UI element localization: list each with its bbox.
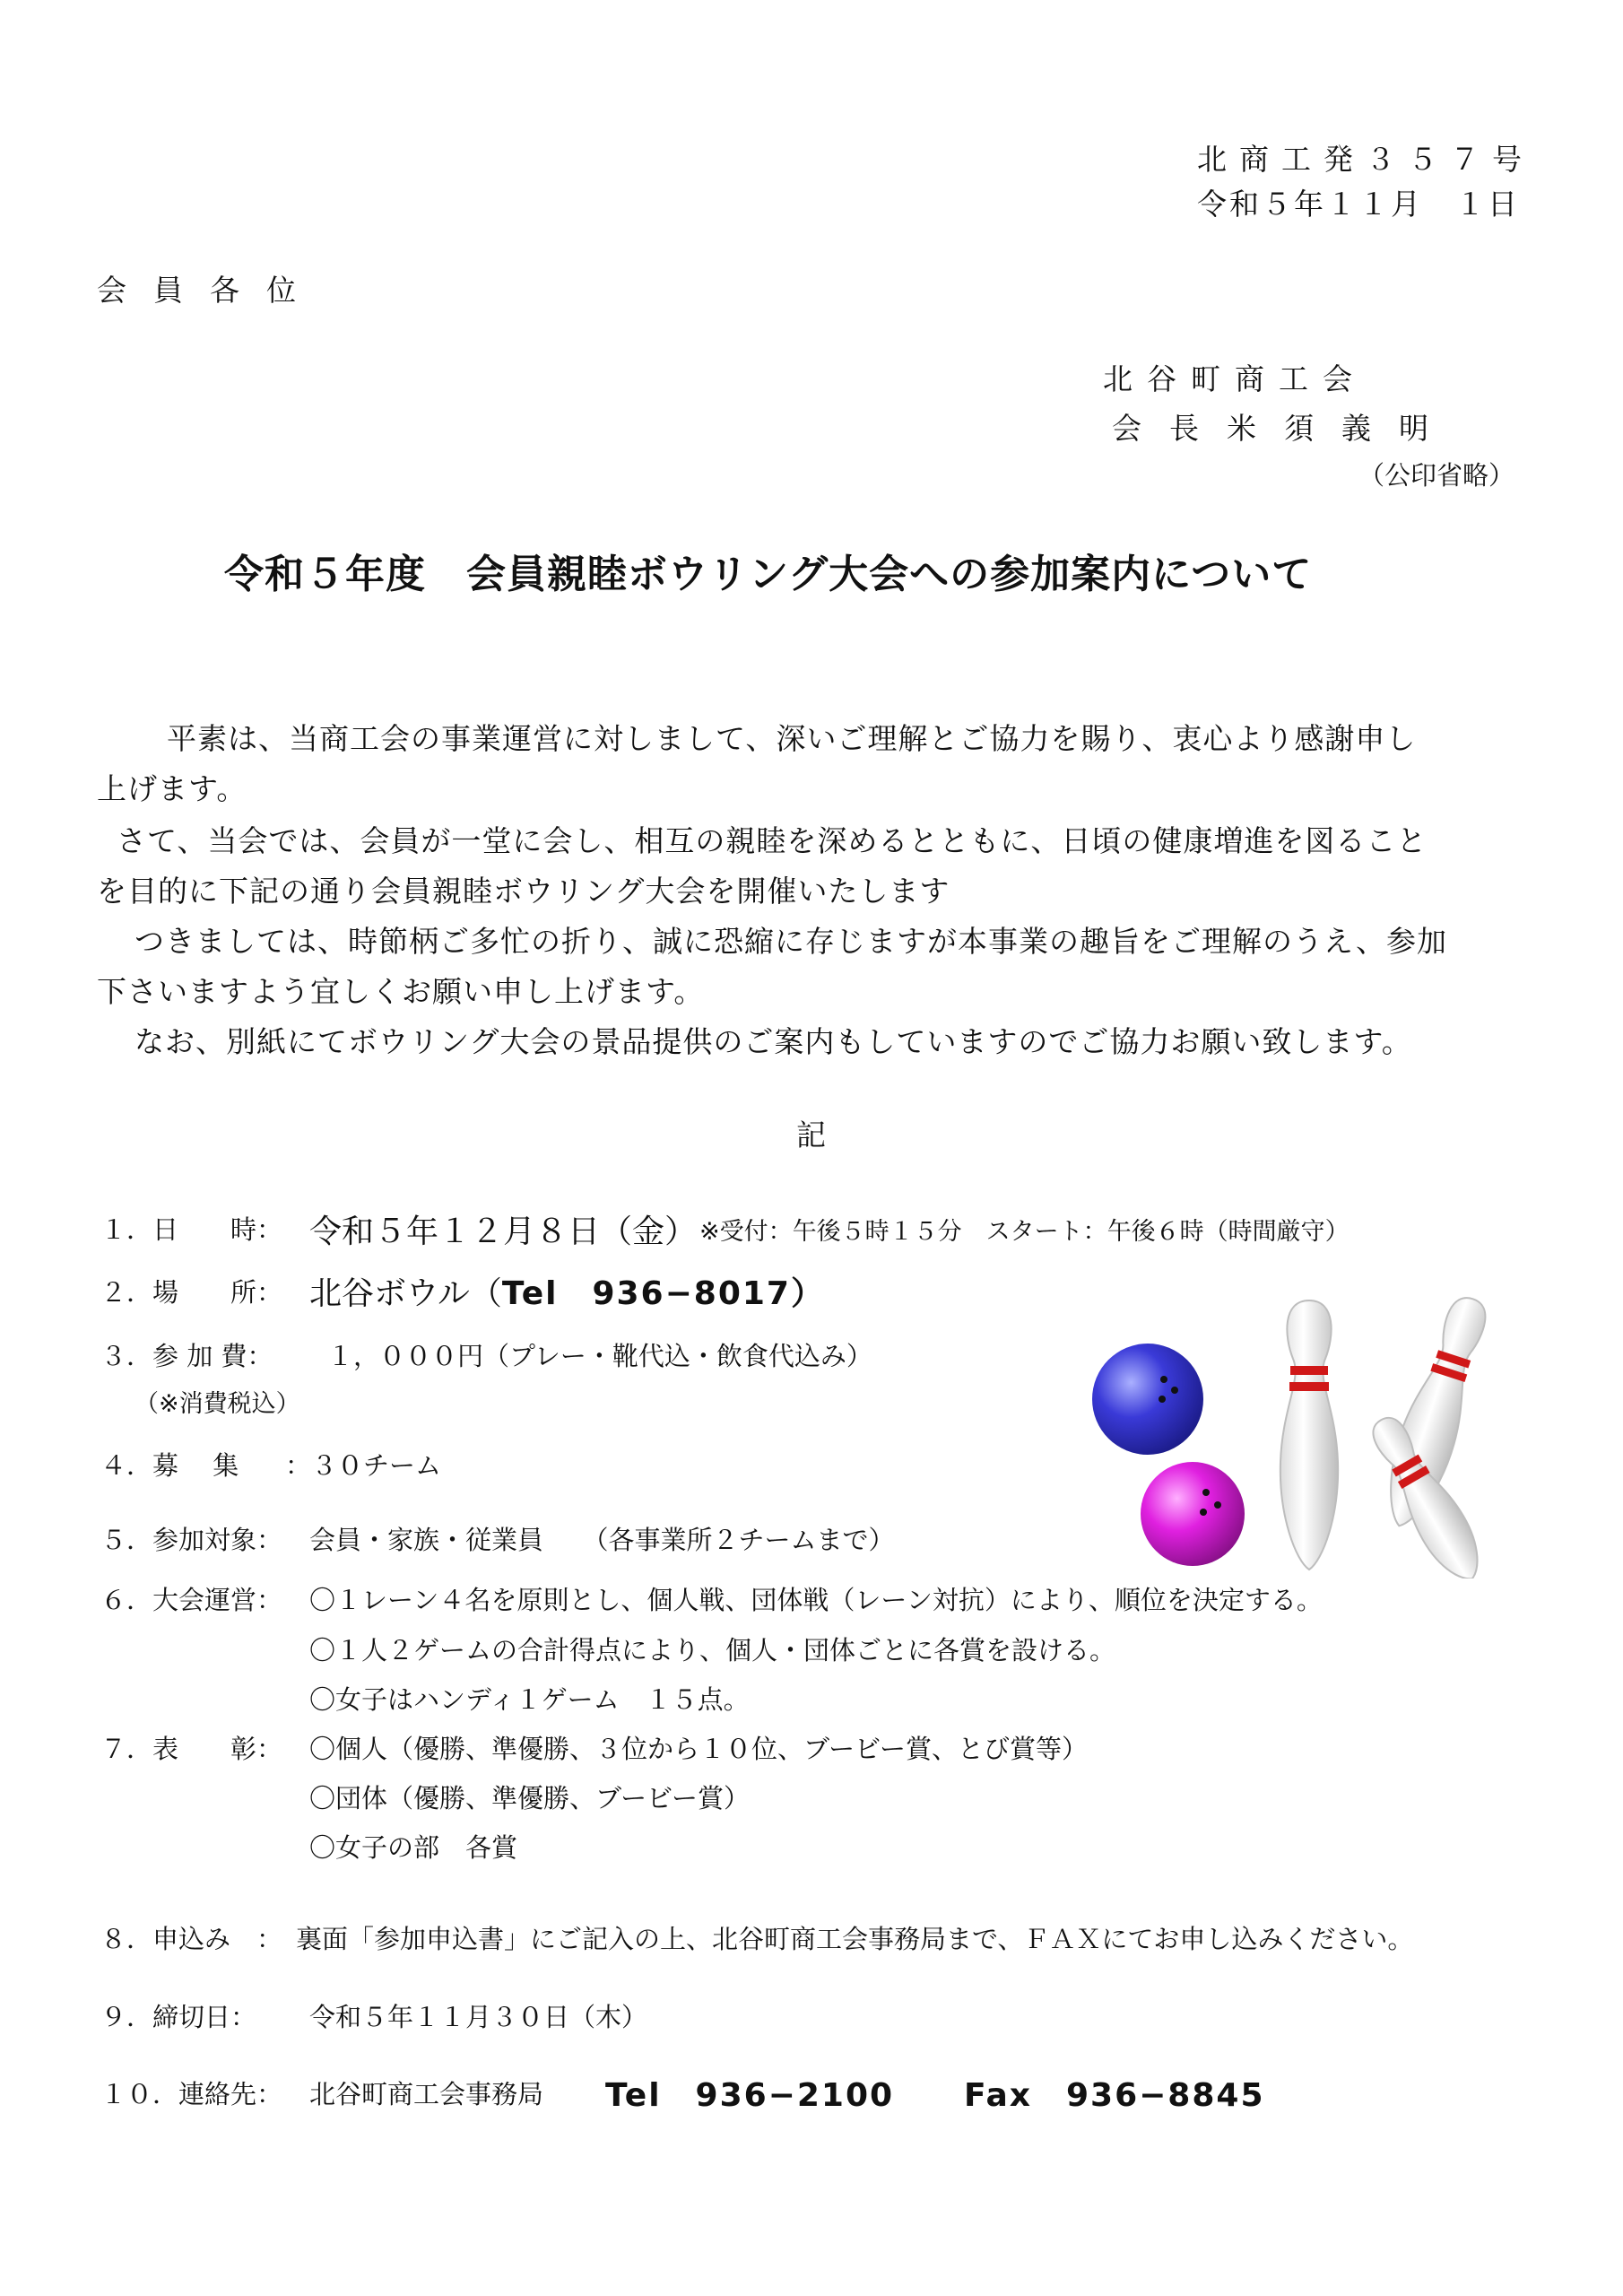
item-3-note: （※消費税込） bbox=[135, 1390, 300, 1418]
item-3-label: ３．参 加 費： bbox=[100, 1341, 273, 1371]
item-2-label: ２．場 所： bbox=[100, 1277, 283, 1308]
item-2-venue: 北谷ボウル（ bbox=[309, 1275, 502, 1312]
seal-omitted-note: （公印省略） bbox=[1358, 460, 1515, 491]
item-1-value: 令和５年１２月８日（金） bbox=[309, 1213, 698, 1250]
paragraph-1-line-1: 平素は、当商工会の事業運営に対しまして、深いご理解とご協力を賜り、衷心より感謝申し bbox=[167, 721, 1417, 756]
paragraph-1-line-2: 上げます。 bbox=[97, 771, 247, 806]
president-name: 会長米須義明 bbox=[1112, 411, 1456, 446]
ki-heading: 記 bbox=[796, 1118, 826, 1152]
item-10-label: １０．連絡先： bbox=[100, 2079, 283, 2109]
paragraph-3-line-2: 下さいますよう宜しくお願い申し上げます。 bbox=[97, 974, 705, 1009]
recipient: 会員各位 bbox=[97, 273, 323, 308]
item-5-label: ５．参加対象： bbox=[100, 1525, 283, 1555]
item-9-label: ９．締切日： bbox=[100, 2002, 257, 2032]
blue-bowling-ball bbox=[1092, 1344, 1203, 1455]
item-10-fax: Fax 936−8845 bbox=[964, 2077, 1265, 2114]
item-5-value: 会員・家族・従業員 （各事業所２チームまで） bbox=[309, 1525, 895, 1555]
item-6-line-1: 〇１レーン４名を原則とし、個人戦、団体戦（レーン対抗）により、順位を決定する。 bbox=[309, 1585, 1323, 1615]
document-date: 令和５年１１月 １日 bbox=[1197, 187, 1520, 222]
item-6-line-2: 〇１人２ゲームの合計得点により、個人・団体ごとに各賞を設ける。 bbox=[309, 1635, 1116, 1665]
item-3-value: １，０００円（プレー・靴代込・飲食代込み） bbox=[327, 1341, 872, 1371]
item-1-note: ※受付：午後５時１５分 スタート：午後６時（時間厳守） bbox=[699, 1218, 1350, 1246]
item-8-value: 裏面「参加申込書」にご記入の上、北谷町商工会事務局まで、ＦＡＸにてお申し込みください。 bbox=[296, 1924, 1414, 1954]
paragraph-4-line-1: なお、別紙にてボウリング大会の景品提供のご案内もしていますのでご協力お願い致します。 bbox=[135, 1024, 1412, 1059]
bowling-balls-and-pins-icon bbox=[1040, 1274, 1506, 1578]
item-7-line-1: 〇個人（優勝、準優勝、３位から１０位、ブービー賞、とび賞等） bbox=[309, 1734, 1088, 1764]
pink-bowling-ball bbox=[1141, 1462, 1245, 1566]
standing-bowling-pin bbox=[1280, 1300, 1338, 1570]
paragraph-2-line-2: を目的に下記の通り会員親睦ボウリング大会を開催いたします bbox=[97, 874, 950, 909]
item-7-line-2: 〇団体（優勝、準優勝、ブービー賞） bbox=[309, 1783, 750, 1813]
item-6-label: ６．大会運営： bbox=[100, 1585, 283, 1615]
item-1-label: １．日 時： bbox=[100, 1214, 283, 1245]
item-4-label: ４．募 集 bbox=[100, 1450, 239, 1481]
paragraph-2-line-1: さて、当会では、会員が一堂に会し、相互の親睦を深めるとともに、日頃の健康増進を図ること bbox=[117, 823, 1428, 858]
item-4-value: ：３０チーム bbox=[285, 1450, 442, 1481]
item-7-label: ７．表 彰： bbox=[100, 1734, 283, 1764]
item-2-value bbox=[309, 1268, 825, 1314]
bowling-illustration bbox=[1040, 1274, 1506, 1578]
paragraph-3-line-1: つきましては、時節柄ご多忙の折り、誠に恐縮に存じますが本事業の趣旨をご理解のうえ、参加 bbox=[135, 924, 1447, 959]
document-title: 令和５年度 会員親睦ボウリング大会への参加案内について bbox=[224, 552, 1313, 597]
item-9-value: 令和５年１１月３０日（木） bbox=[309, 2002, 648, 2032]
document-number: 北商工発３５７号 bbox=[1197, 142, 1534, 177]
organization-name: 北谷町商工会 bbox=[1103, 361, 1367, 396]
item-8-label: ８．申込み ： bbox=[100, 1924, 283, 1954]
item-7-line-3: 〇女子の部 各賞 bbox=[309, 1832, 518, 1863]
item-10-value: 北谷町商工会事務局 bbox=[309, 2079, 544, 2109]
item-2-tel: Tel 936−8017） bbox=[501, 1275, 825, 1312]
item-10-tel: Tel 936−2100 bbox=[605, 2077, 895, 2114]
item-6-line-3: 〇女子はハンディ１ゲーム １５点。 bbox=[309, 1684, 750, 1715]
